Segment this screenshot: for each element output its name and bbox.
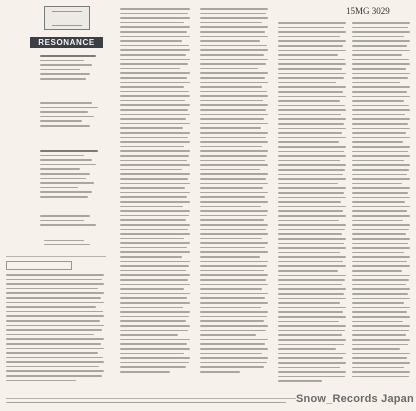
label-banner: RESONANCE <box>30 37 103 48</box>
credits-block-1 <box>40 55 100 80</box>
notes-column-2 <box>120 8 190 373</box>
credits-block-4 <box>40 215 100 226</box>
watermark: Snow_Records Japan <box>296 393 414 405</box>
credits-block-3 <box>40 150 100 198</box>
notes-column-3 <box>200 8 268 373</box>
label-logo <box>44 6 90 30</box>
catalog-number: 15MG 3029 <box>346 6 390 16</box>
credits-small-print <box>44 240 94 245</box>
credits-block-2 <box>40 102 100 127</box>
footer-small-print <box>6 402 286 403</box>
notes-column-5 <box>352 22 410 377</box>
notes-section-left <box>6 256 106 381</box>
notes-column-4 <box>278 22 346 382</box>
footer-rule <box>6 398 296 399</box>
